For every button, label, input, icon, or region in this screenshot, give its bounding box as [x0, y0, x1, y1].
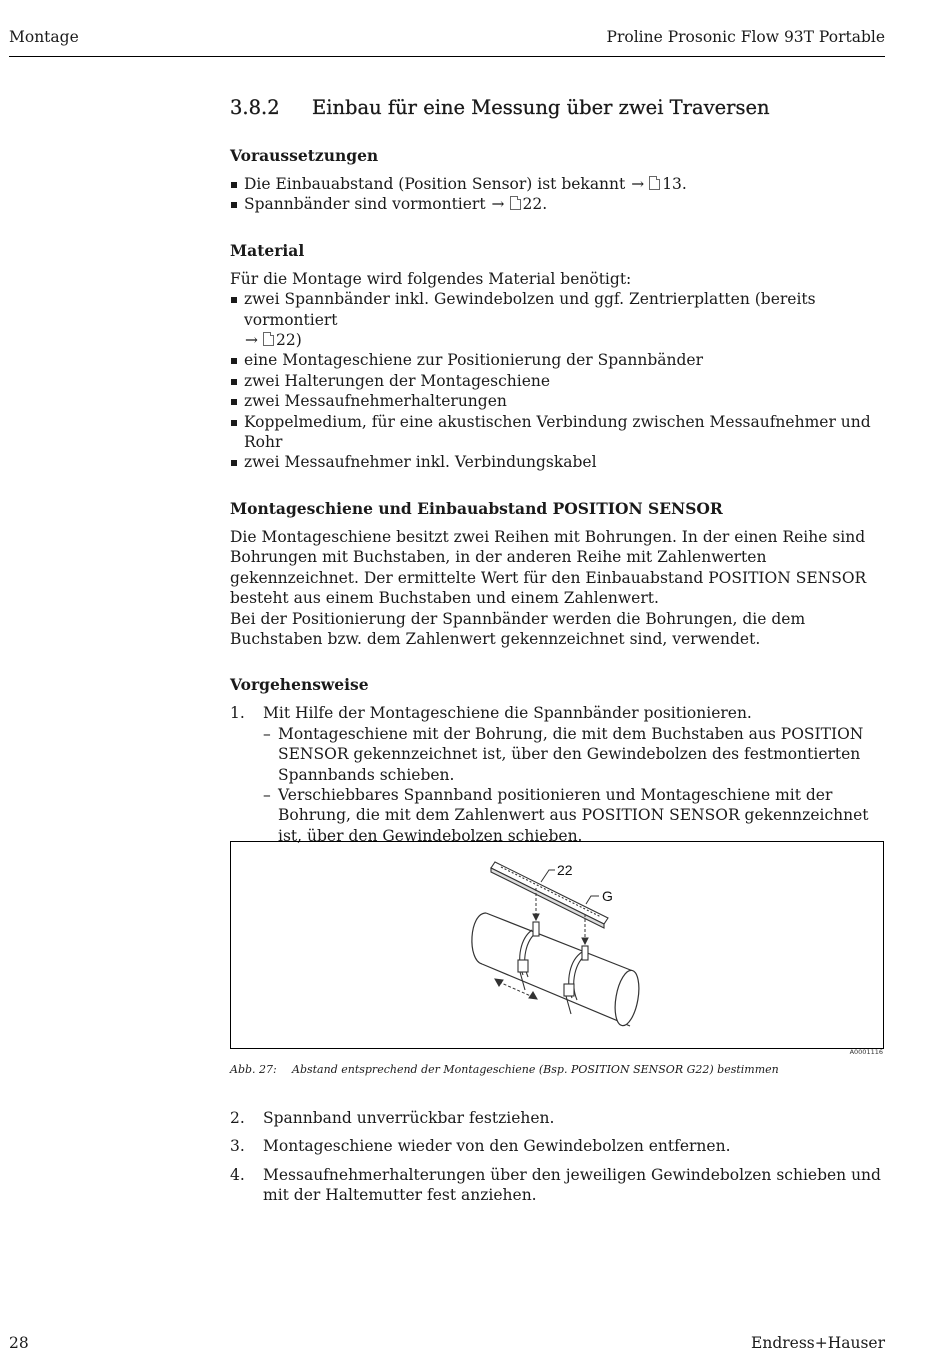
list-item: Koppelmedium, für eine akustischen Verbindung zwischen Messaufnehmer und Rohr [230, 412, 890, 453]
rail-paragraph-1: Die Montageschiene besitzt zwei Reihen mit Bohrungen. In der einen Reihe sind Bohrungen mit Buchstaben, in der anderen Reihe mit Zahlenwerten gekennzeichnet. Der ermittelte Wert für den Einbauabstand POSITION SENSOR besteht aus einem Buchstaben und einem Zahlenwert. [230, 527, 867, 608]
step-text: Montageschiene wieder von den Gewindebolzen entfernen. [263, 1137, 731, 1156]
rail-paragraph-2: Bei der Positionierung der Spannbänder werden die Bohrungen, die dem Buchstaben bzw. dem Zahlenwert gekennzeichnet sind, verwendet. [230, 609, 806, 648]
procedure-steps-bottom [230, 1108, 890, 1206]
step-item [230, 1136, 890, 1156]
list-item: Die Einbauabstand (Position Sensor) ist bekannt → 13. [230, 174, 890, 194]
list-item: zwei Messaufnehmer inkl. Verbindungskabel [230, 452, 890, 472]
step-item [230, 1165, 890, 1206]
section-number: 3.8.2 [230, 95, 280, 119]
page-header [9, 28, 885, 57]
section-title: Einbau für eine Messung über zwei Traversen [312, 95, 770, 119]
prerequisites-list [230, 174, 890, 215]
header-product: Proline Prosonic Flow 93T Portable [606, 28, 885, 46]
caption-text: Abstand entsprechend der Montageschiene (Bsp. POSITION SENSOR G22) bestimmen [292, 1063, 779, 1076]
step-text: Spannband unverrückbar festziehen. [263, 1109, 555, 1127]
step-number: 2. [230, 1109, 245, 1127]
figure-label-number: 22 [557, 862, 573, 878]
step-text: Messaufnehmerhalterungen über den jeweiligen Gewindebolzen schieben und mit der Haltemutter fest anziehen. [263, 1165, 881, 1205]
list-item: zwei Messaufnehmerhalterungen [230, 391, 890, 411]
figure-caption [230, 1063, 890, 1077]
material-intro: Für die Montage wird folgendes Material benötigt: [230, 269, 632, 288]
page-reference[interactable]: → 22) [245, 331, 302, 350]
step-number: 4. [230, 1165, 245, 1184]
list-item: Spannbänder sind vormontiert → 22. [230, 194, 890, 214]
material-list [230, 289, 890, 473]
mounting-illustration [231, 842, 883, 1048]
page-icon [263, 332, 274, 346]
step-text: Mit Hilfe der Montageschiene die Spannbänder positionieren. [263, 704, 752, 723]
prerequisites-heading: Voraussetzungen [230, 146, 379, 165]
substep-list [263, 724, 890, 846]
arrow-right-icon: → [245, 331, 258, 350]
section-heading [230, 92, 890, 122]
step-item [230, 703, 890, 846]
rail-heading: Montageschiene und Einbauabstand POSITION SENSOR [230, 498, 723, 518]
header-section: Montage [9, 28, 79, 46]
brand-name: Endress+Hauser [751, 1334, 885, 1352]
page-reference[interactable]: → 22. [491, 195, 548, 214]
procedure-heading: Vorgehensweise [230, 675, 369, 695]
procedure-steps-top [230, 703, 890, 846]
list-item: zwei Spannbänder inkl. Gewindebolzen und ggf. Zentrierplatten (bereits vormontiert → 22) [230, 289, 890, 350]
main-content [230, 92, 890, 846]
page-reference[interactable]: → 13. [631, 175, 687, 193]
figure-label-letter: G [602, 888, 613, 904]
list-item: zwei Halterungen der Montageschiene [230, 371, 890, 391]
page-icon [510, 196, 521, 210]
figure-code: A0001116 [849, 1048, 883, 1056]
substep-item: – Montageschiene mit der Bohrung, die mit dem Buchstaben aus POSITION SENSOR gekennzeichnet ist, über den Gewindebolzen des festmontierten Spannbands schieben. [263, 724, 890, 785]
arrow-right-icon: → [631, 175, 645, 193]
figure-mounting-rail [230, 841, 884, 1049]
substep-item: – Verschiebbares Spannband positionieren und Montageschiene mit der Bohrung, die mit dem Zahlenwert aus POSITION SENSOR gekennzeichnet ist, über den Gewindebolzen schieben. [263, 785, 890, 846]
step-number: 3. [230, 1137, 245, 1156]
step-number: 1. [230, 704, 245, 723]
arrow-right-icon: → [491, 195, 505, 214]
page-icon [649, 176, 660, 190]
material-heading: Material [230, 240, 305, 260]
list-item: eine Montageschiene zur Positionierung der Spannbänder [230, 350, 890, 370]
step-item [230, 1108, 890, 1128]
caption-label: Abb. 27: [230, 1063, 277, 1076]
page-number: 28 [9, 1334, 29, 1352]
